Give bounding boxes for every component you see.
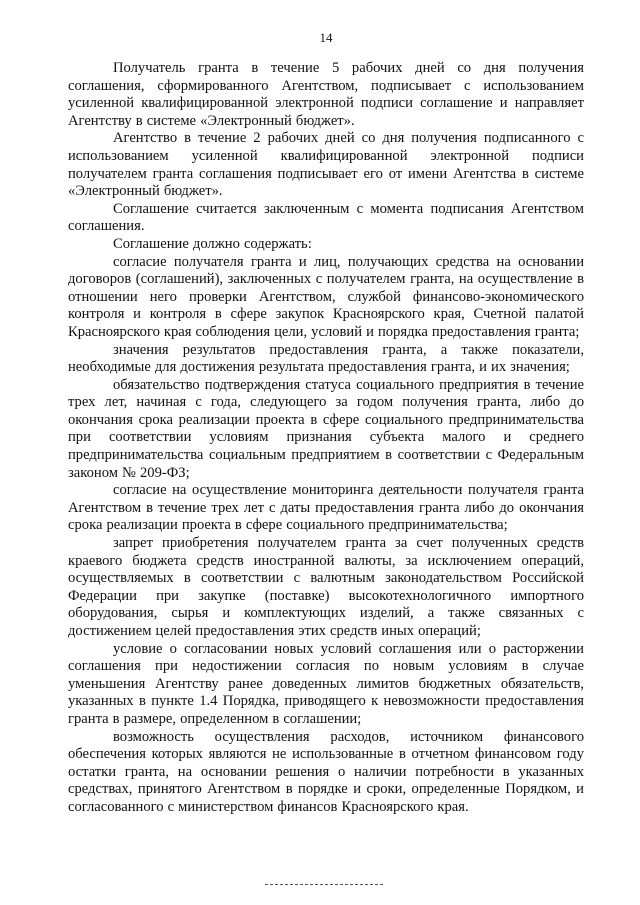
paragraph-monitoring-consent: согласие на осуществление мониторинга деятельности получателя гранта Агентством в течение трех лет с даты предоставления гранта либо до окончания срока реализации проекта в сфере социального предпринимательства; [68,482,584,534]
paragraph-result-values: значения результатов предоставления гранта, а также показатели, необходимые для достижения результата предоставления гранта, и их значения; [68,341,584,376]
footer-divider [265,884,383,885]
paragraph-agreement-contents-intro: Соглашение должно содержать: [113,235,312,252]
page-number: 14 [319,30,333,45]
paragraph-foreign-currency-ban: запрет приобретения получателем гранта за счет полученных средств краевого бюджета средств иностранной валюты, за исключением операций, осуществляемых в соответствии с валютным законодательством Российской Федерации при закупке (поставке) высокотехнологичного импортного оборудования, сырья и комплектующих изделий, а также связанных с достижением целей предоставления этих средств иных операций; [68,535,584,639]
paragraph-social-enterprise-status: обязательство подтверждения статуса социального предприятия в течение трех лет, начиная с года, следующего за годом получения гранта, либо до окончания срока реализации проекта в сфере социального предпринимательства при соответствии условиям признания субъекта малого и среднего предпринимательства социальным предприятием в соответствии с Федеральным законом № 209-ФЗ; [68,376,584,481]
document-page [68,30,584,817]
paragraph-signing-by-agency: Агентство в течение 2 рабочих дней со дня получения подписанного с использованием усиленной квалифицированной электронной подписи получателем гранта соглашения подписывает его от имени Агентства в системе «Электронный бюджет». [68,130,584,200]
paragraph-consent-to-inspection: согласие получателя гранта и лиц, получающих средства на основании договоров (соглашений), заключенных с получателем гранта, на осуществление в отношении него проверки Агентством, службой финансово-экономического контроля и контроля в сфере закупок Красноярского края, Счетной палатой Красноярского края соблюдения цели, условий и порядка предоставления гранта; [68,253,584,340]
paragraph-signing-by-recipient: Получатель гранта в течение 5 рабочих дней со дня получения соглашения, сформированного Агентством, подписывает с использованием усиленной квалифицированной электронной подписи соглашение и направляет Агентству в системе «Электронный бюджет». [68,60,584,129]
paragraph-new-conditions: условие о согласовании новых условий соглашения или о расторжении соглашения при недостижении согласия по новым условиям в случае уменьшения Агентству ранее доведенных лимитов бюджетных обязательств, указанных в пункте 1.4 Порядка, приводящего к невозможности предоставления гранта в размере, определенном в соглашении; [68,640,584,727]
paragraph-agreement-concluded: Соглашение считается заключенным с момента подписания Агентством соглашения. [68,200,584,235]
paragraph-unused-balance: возможность осуществления расходов, источником финансового обеспечения которых являются не использованные в отчетном финансовом году остатки гранта, на основании решения о наличии потребности в указанных средствах, принятого Агентством в порядке и сроки, определенные Порядком, и согласованного с министерством финансов Красноярского края. [68,728,584,815]
